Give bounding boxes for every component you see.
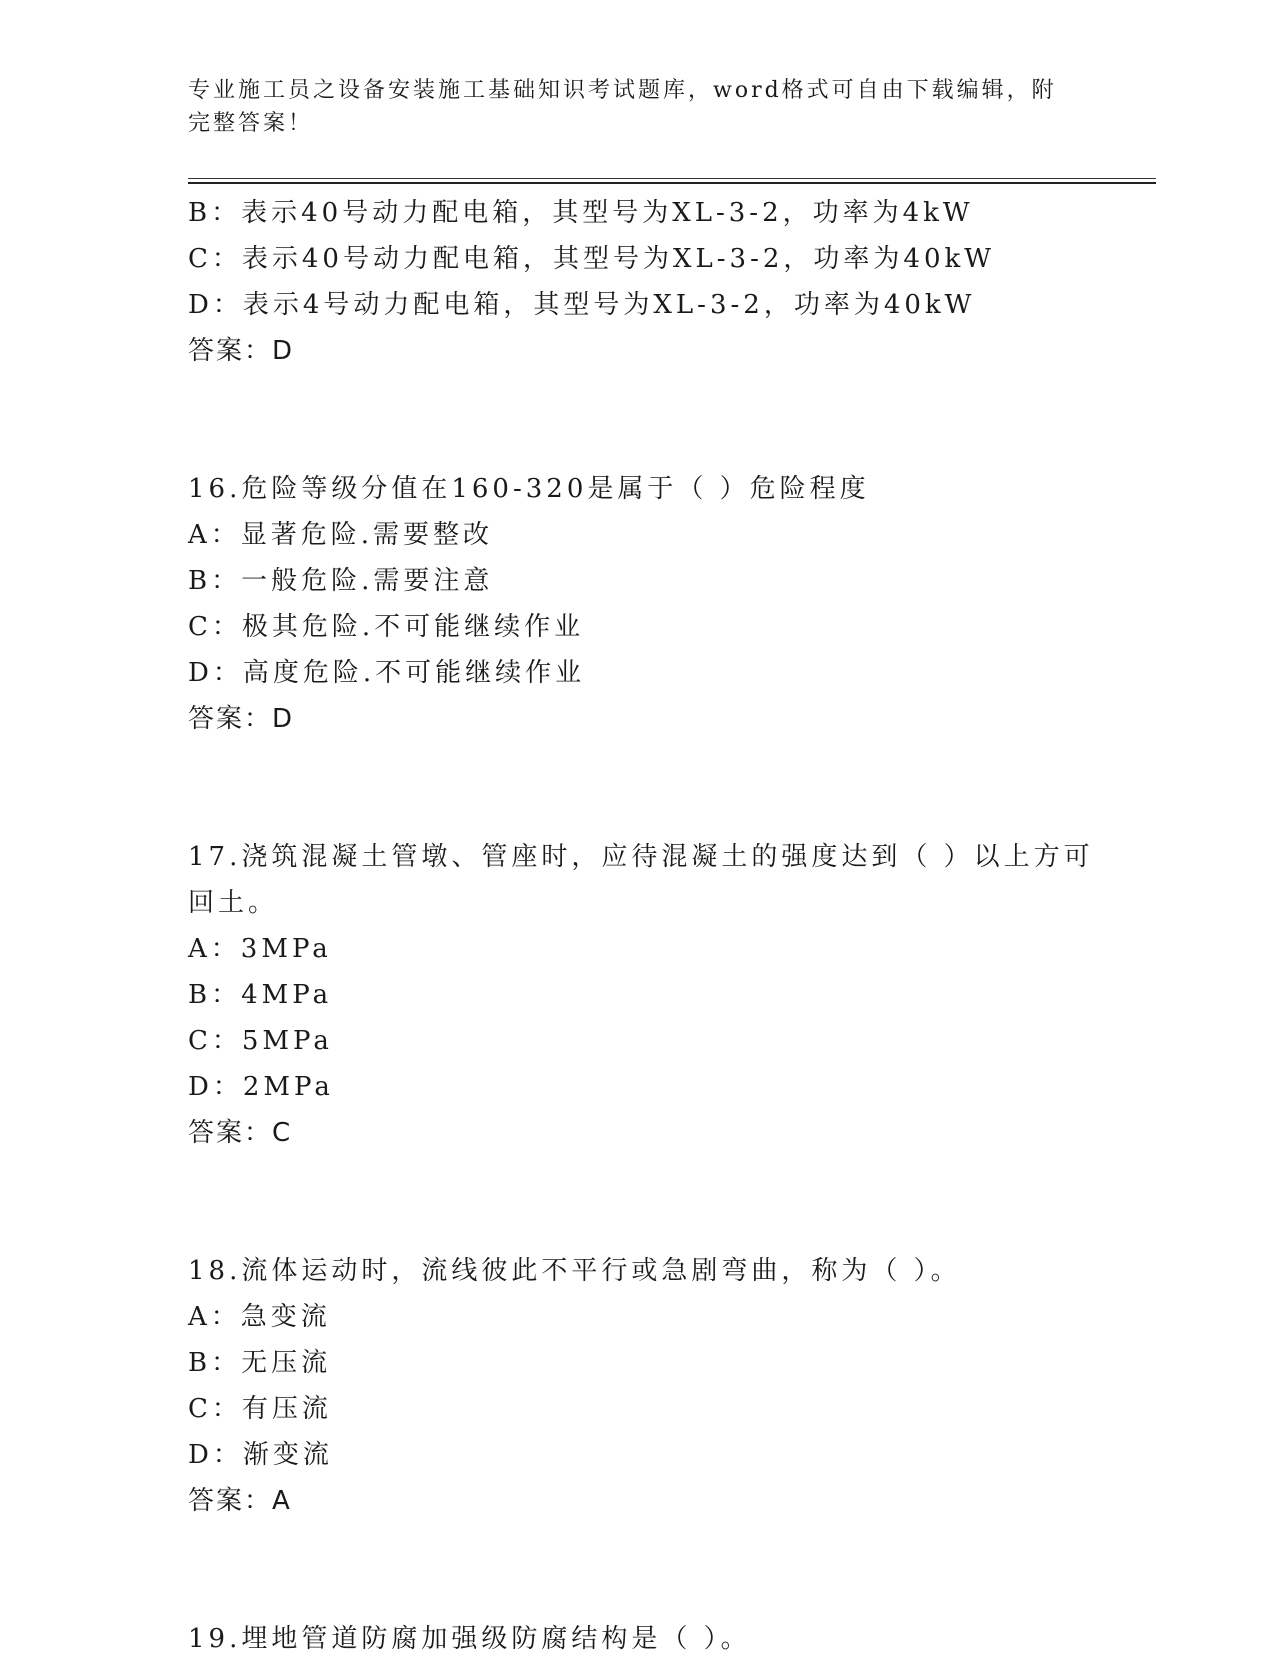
question-18 [188,1248,1088,1524]
option-a: A：显著危险.需要整改 [188,520,494,550]
question-stem: 18.流体运动时，流线彼此不平行或急剧弯曲，称为（ ）。 [188,1256,961,1286]
option-c: C：极其危险.不可能继续作业 [188,612,585,642]
option-c: C：有压流 [188,1394,332,1424]
answer-line: 答案：A [188,1486,292,1516]
question-content [188,190,1094,1662]
question-stem: 19.埋地管道防腐加强级防腐结构是（ ）。 [188,1624,751,1654]
question-16 [188,466,1088,742]
question-stem-continued: 回土。 [188,888,279,918]
header-divider-thin [188,178,1156,179]
option-a: A：3MPa [188,934,332,964]
prev-question-block [188,190,1088,374]
option-b: B：无压流 [188,1348,332,1378]
question-19 [188,1616,1088,1662]
question-stem: 17.浇筑混凝土管墩、管座时，应待混凝土的强度达到（ ）以上方可 [188,842,1094,872]
option-d: D：表示4号动力配电箱，其型号为XL-3-2，功率为40kW [188,290,976,320]
option-c: C：表示40号动力配电箱，其型号为XL-3-2，功率为40kW [188,244,995,274]
header-divider-thick [188,182,1156,184]
answer-line: 答案：D [188,336,295,366]
answer-line: 答案：C [188,1118,293,1148]
option-b: B：4MPa [188,980,333,1010]
option-d: D：渐变流 [188,1440,333,1470]
document-header: 专业施工员之设备安装施工基础知识考试题库，word格式可自由下载编辑，附完整答案！ [188,78,1057,136]
option-d: D：2MPa [188,1072,334,1102]
option-b: B：表示40号动力配电箱，其型号为XL-3-2，功率为4kW [188,198,974,228]
option-d: D：高度危险.不可能继续作业 [188,658,586,688]
option-b: B：一般危险.需要注意 [188,566,494,596]
option-c: C：5MPa [188,1026,333,1056]
question-17 [188,834,1094,1156]
answer-line: 答案：D [188,704,295,734]
option-a: A：急变流 [188,1302,331,1332]
question-stem: 16.危险等级分值在160-320是属于（ ）危险程度 [188,474,870,504]
